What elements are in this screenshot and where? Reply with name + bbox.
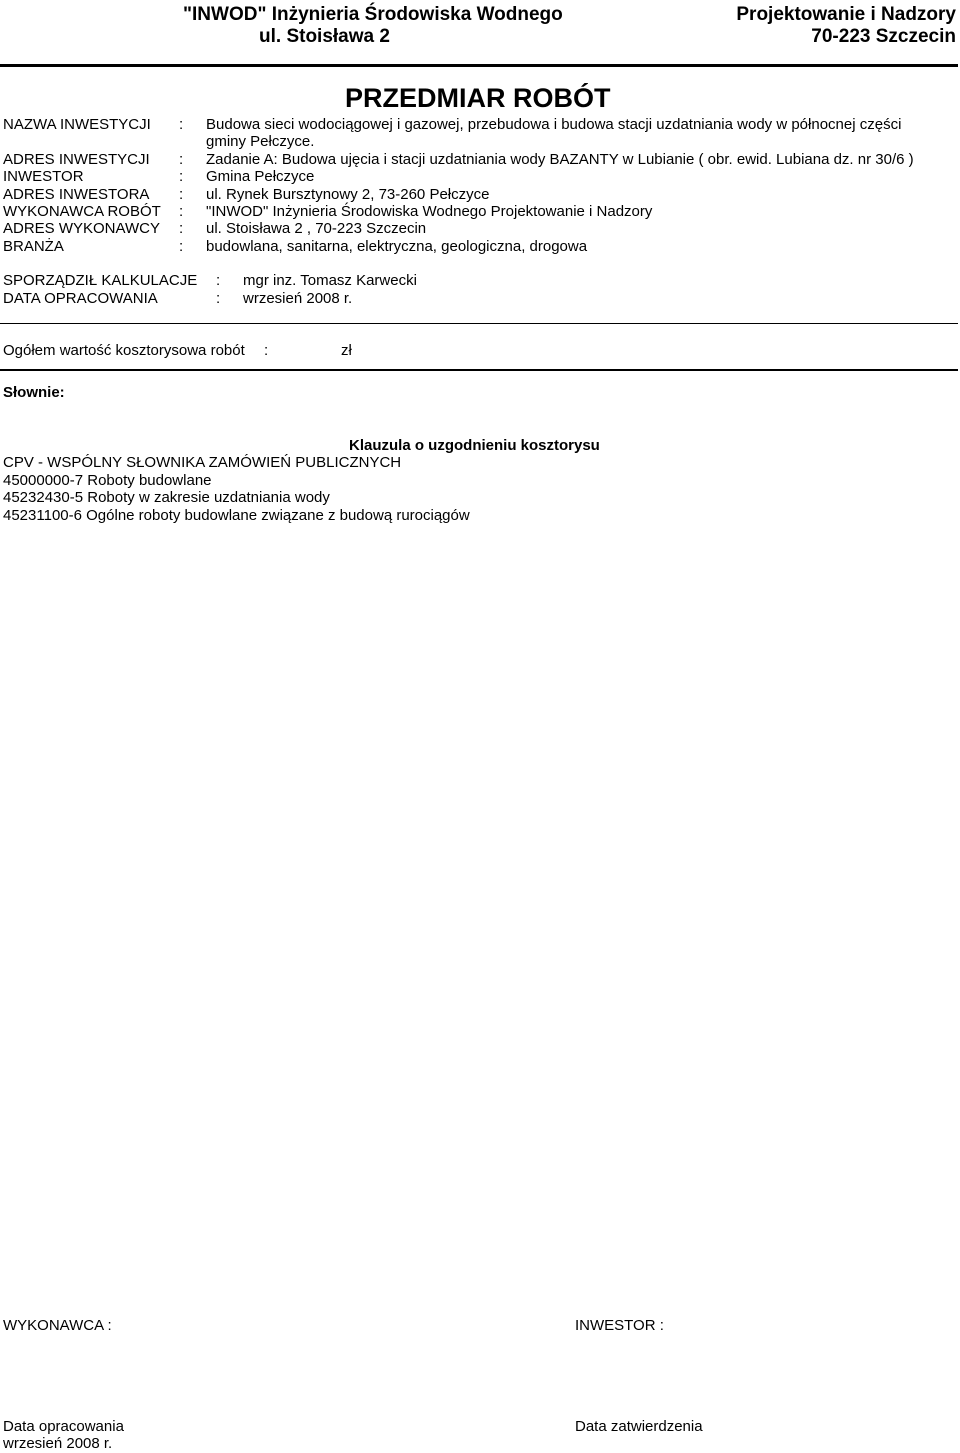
field-separator: : (179, 220, 184, 237)
header-company-name: "INWOD" Inżynieria Środowiska Wodnego (183, 4, 563, 25)
field-value-investor: Gmina Pełczyce (206, 168, 315, 185)
in-words-label: Słownie: (3, 384, 65, 401)
field-separator: : (179, 168, 184, 185)
header-company-street: ul. Stoisława 2 (259, 26, 390, 47)
field-value-investment-name: Budowa sieci wodociągowej i gazowej, przebudowa i budowa stacji uzdatniania wody w północnej części (206, 116, 902, 133)
total-value-separator: : (264, 342, 269, 359)
field-label-investor-address: ADRES INWESTORA (3, 186, 150, 203)
field-label-investment-address: ADRES INWESTYCJI (3, 151, 150, 168)
contractor-signature-label: WYKONAWCA : (3, 1317, 112, 1334)
prepared-by-value: mgr inz. Tomasz Karwecki (243, 272, 417, 289)
field-label-contractor: WYKONAWCA ROBÓT (3, 203, 161, 220)
total-value-label: Ogółem wartość kosztorysowa robót (3, 342, 245, 359)
field-label-branch: BRANŻA (3, 238, 64, 255)
total-divider (0, 369, 958, 371)
prepared-by-label: SPORZĄDZIŁ KALKULACJE (3, 272, 198, 289)
prepared-date-separator: : (216, 290, 221, 307)
preparation-date-label: Data opracowania (3, 1418, 124, 1435)
prepared-date-value: wrzesień 2008 r. (243, 290, 353, 307)
field-separator: : (179, 186, 184, 203)
preparation-date-value: wrzesień 2008 r. (3, 1435, 113, 1452)
field-label-investor: INWESTOR (3, 168, 84, 185)
investor-signature-label: INWESTOR : (575, 1317, 664, 1334)
field-value-branch: budowlana, sanitarna, elektryczna, geologiczna, drogowa (206, 238, 588, 255)
prepared-date-label: DATA OPRACOWANIA (3, 290, 158, 307)
field-value-investment-name-cont: gminy Pełczyce. (206, 133, 315, 150)
cpv-title: CPV - WSPÓLNY SŁOWNIKA ZAMÓWIEŃ PUBLICZNYCH (3, 454, 402, 471)
header-company-city: 70-223 Szczecin (811, 26, 956, 47)
field-separator: : (179, 203, 184, 220)
field-value-investment-address: Zadanie A: Budowa ujęcia i stacji uzdatniania wody BAZANTY w Lubianie ( obr. ewid. Lubiana dz. nr 30/6 ) (206, 151, 914, 168)
field-value-investor-address: ul. Rynek Bursztynowy 2, 73-260 Pełczyce (206, 186, 490, 203)
page-title: PRZEDMIAR ROBÓT (345, 83, 611, 113)
cpv-item: 45232430-5 Roboty w zakresie uzdatniania wody (3, 489, 330, 506)
field-label-investment-name: NAZWA INWESTYCJI (3, 116, 151, 133)
field-label-contractor-address: ADRES WYKONAWCY (3, 220, 160, 237)
cpv-item: 45231100-6 Ogólne roboty budowlane związane z budową rurociągów (3, 507, 470, 524)
field-separator: : (179, 116, 184, 133)
header-company-service: Projektowanie i Nadzory (736, 4, 956, 25)
field-separator: : (179, 151, 184, 168)
field-separator: : (179, 238, 184, 255)
prepared-by-separator: : (216, 272, 221, 289)
approval-date-label: Data zatwierdzenia (575, 1418, 703, 1435)
clause-title: Klauzula o uzgodnieniu kosztorysu (349, 437, 600, 454)
header-divider (0, 64, 958, 67)
cpv-item: 45000000-7 Roboty budowlane (3, 472, 212, 489)
section-divider (0, 323, 958, 324)
field-value-contractor: "INWOD" Inżynieria Środowiska Wodnego Projektowanie i Nadzory (206, 203, 653, 220)
field-value-contractor-address: ul. Stoisława 2 , 70-223 Szczecin (206, 220, 427, 237)
total-value-currency: zł (341, 342, 352, 359)
